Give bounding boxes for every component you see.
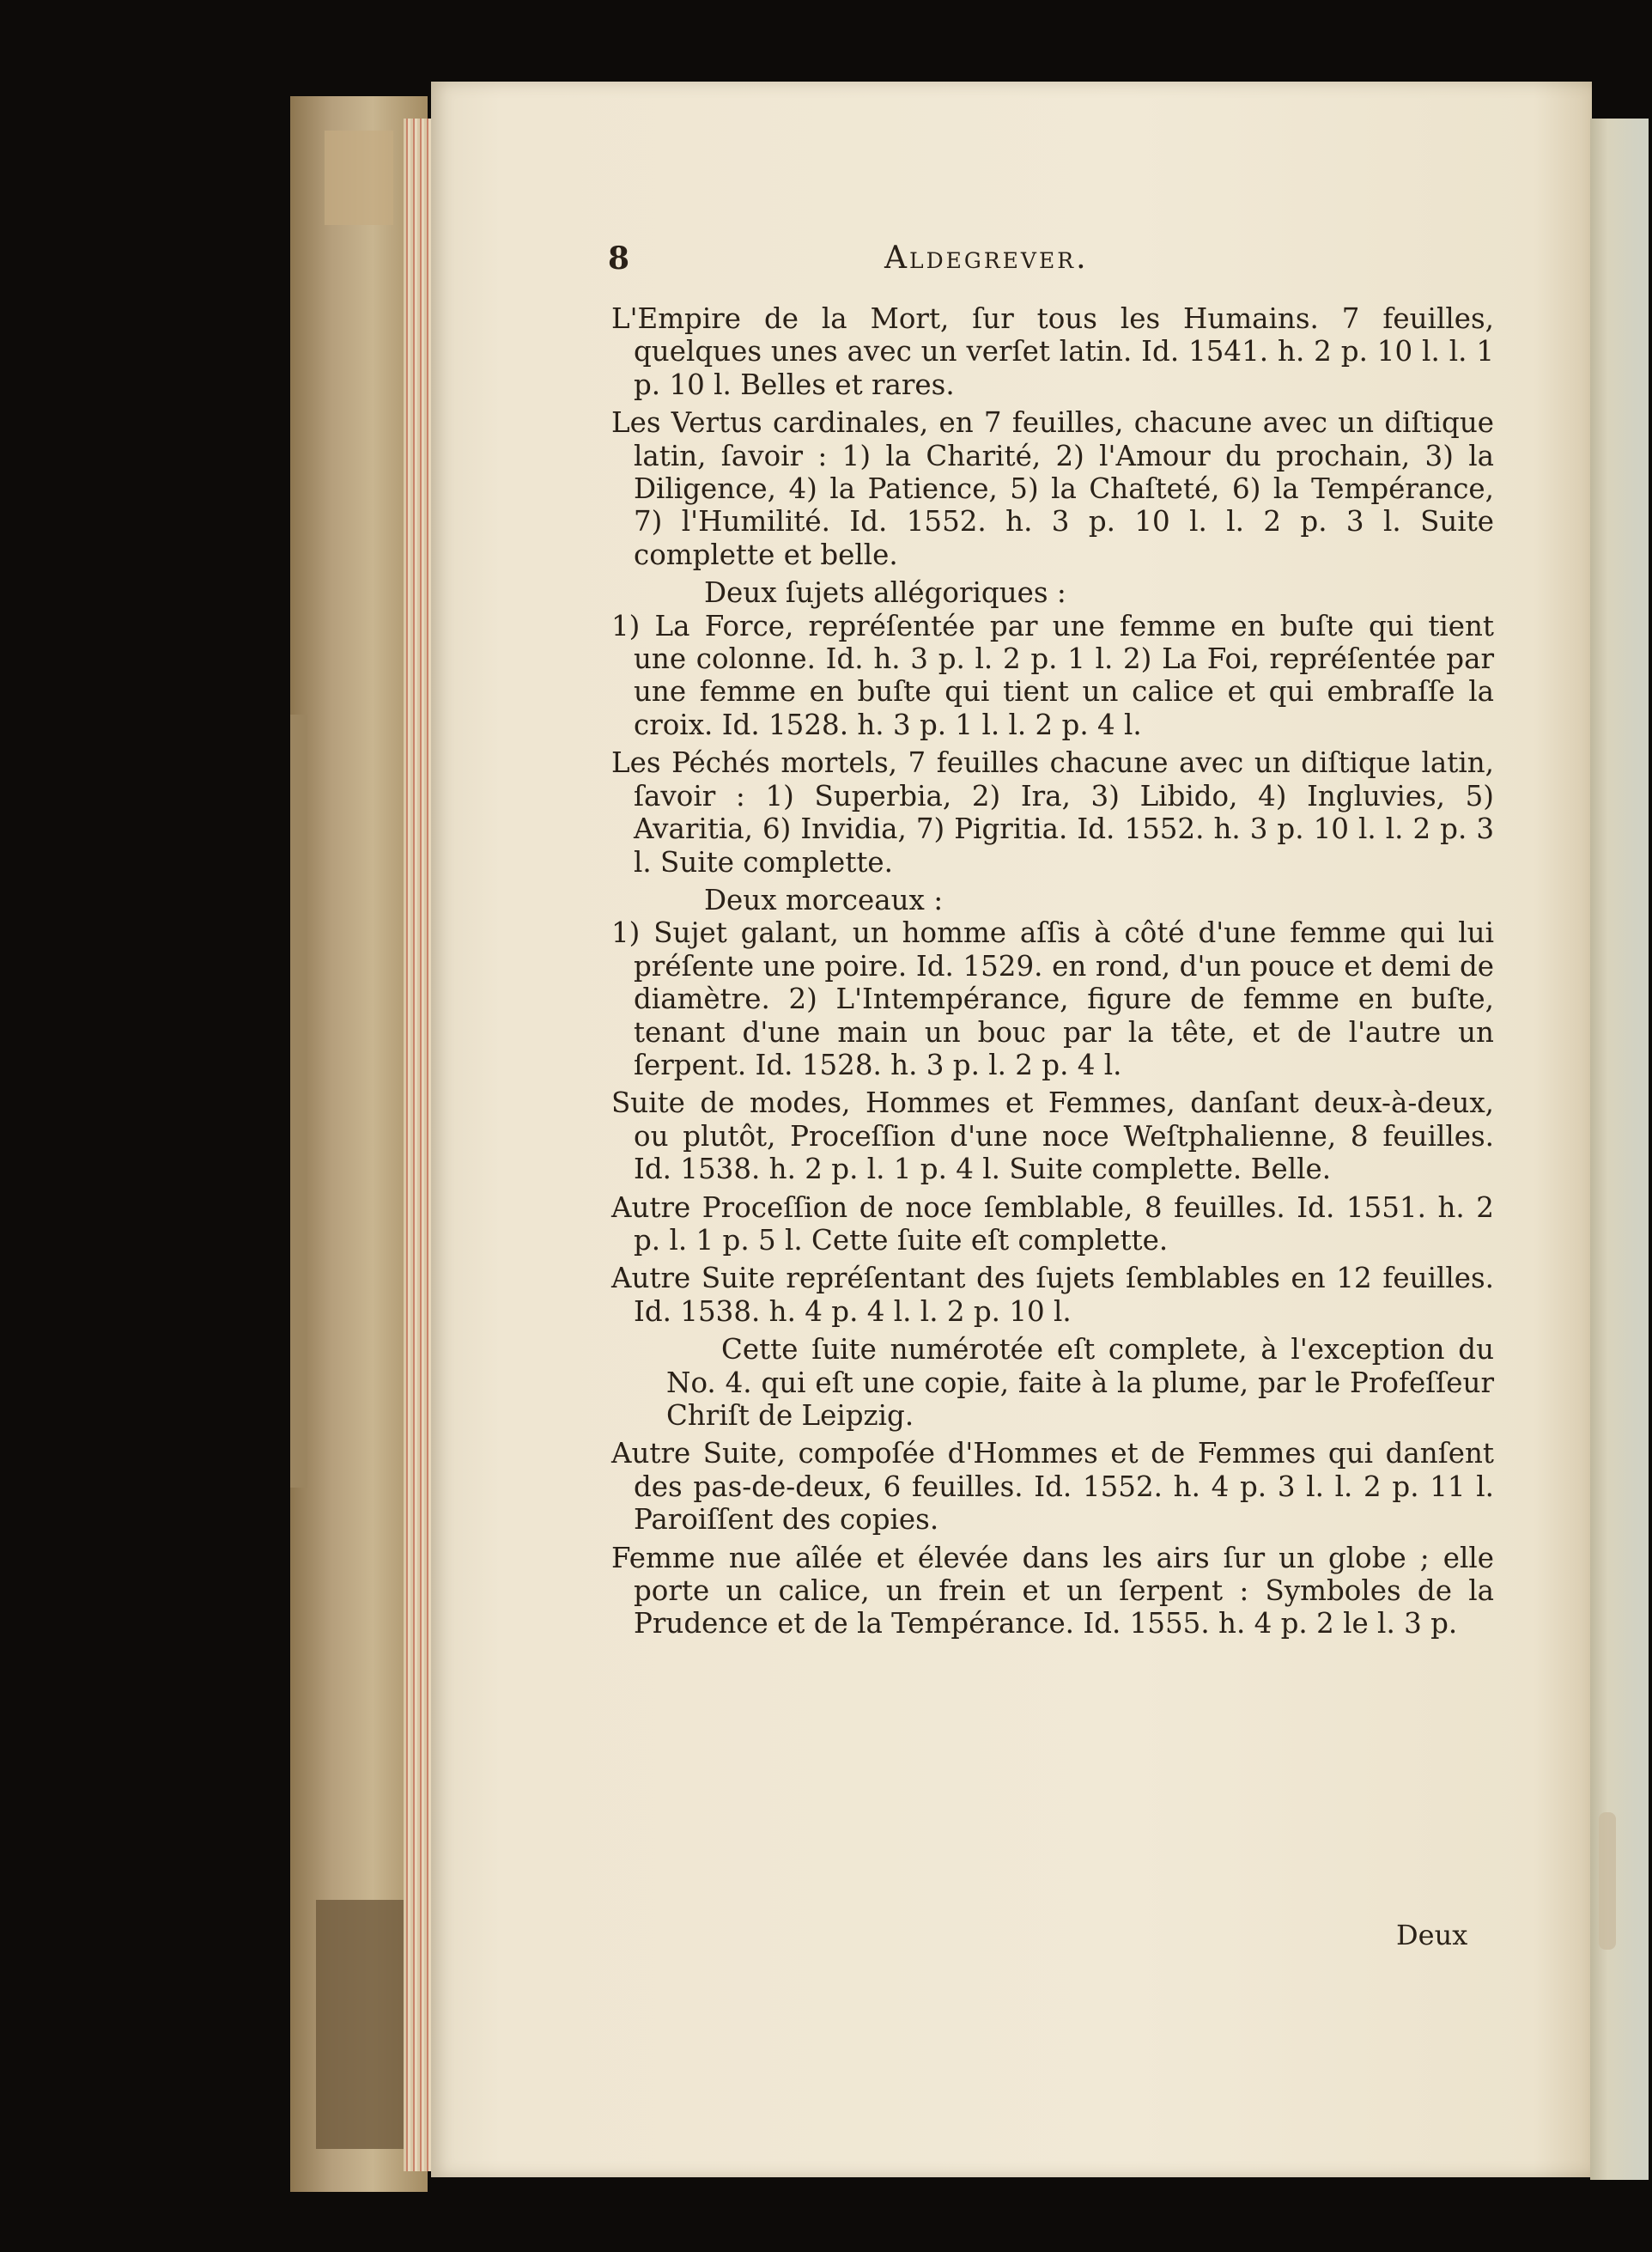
catalogue-entry: Suite de modes, Hommes et Femmes, danſant deux-à-deux, ou plutôt, Proceſſion d'une noce Weſtphalienne, 8 feuilles. Id. 1538. h. 2 p. l. 1 p. 4 l. Suite complette. Belle. <box>611 1086 1494 1186</box>
catalogue-entry: L'Empire de la Mort, ſur tous les Humains. 7 feuilles, quelques unes avec un verſet latin. Id. 1541. h. 2 p. 10 l. l. 1 p. 10 l. Belles et rares. <box>611 302 1494 401</box>
catalogue-text <box>611 302 1494 1646</box>
running-head <box>608 240 1467 275</box>
catalogue-entry: Autre Suite, compoſée d'Hommes et de Femmes qui danſent des pas-de-deux, 6 feuilles. Id. 1552. h. 4 p. 3 l. l. 2 p. 11 l. Paroiſſent des copies. <box>611 1437 1494 1537</box>
page-number: 8 <box>608 240 630 277</box>
catalogue-entry: 1) La Force, repréſentée par une femme en buſte qui tient une colonne. Id. h. 3 p. l. 2 p. 1 l. 2) La Foi, repréſentée par une femme en buſte qui tient un calice et qui embraſſe la croix. Id. 1528. h. 3 p. 1 l. l. 2 p. 4 l. <box>611 609 1494 741</box>
section-heading: Deux morceaux : <box>704 883 944 916</box>
catalogue-note: Cette ſuite numérotée eſt complete, à l'exception du No. 4. qui eſt une copie, faite à la plume, par le Profeſſeur Chriſt de Leipzig. <box>666 1333 1494 1432</box>
running-title: Aldegrever. <box>884 240 1089 276</box>
section-heading: Deux ſujets allégoriques : <box>704 576 1066 610</box>
catchword: Deux <box>1396 1919 1468 1951</box>
catalogue-entry: Les Vertus cardinales, en 7 feuilles, chacune avec un diſtique latin, ſavoir : 1) la Charité, 2) l'Amour du prochain, 3) la Diligence, 4) la Patience, 5) la Chaſteté, 6) la Tempérance, 7) l'Humilité. Id. 1552. h. 3 p. 10 l. l. 2 p. 3 l. Suite complette et belle. <box>611 406 1494 571</box>
binding-wear <box>325 131 393 225</box>
binding-wear <box>316 1900 410 2149</box>
catalogue-entry: Femme nue aîlée et élevée dans les airs ſur un globe ; elle porte un calice, un frein et un ſerpent : Symboles de la Prudence et de la Tempérance. Id. 1555. h. 4 p. 2 le l. 3 p. <box>611 1541 1494 1640</box>
page-edges <box>404 119 433 2171</box>
catalogue-entry: 1) Sujet galant, un homme aſſis à côté d'une femme qui lui préſente une poire. Id. 1529. en rond, d'un pouce et demi de diamètre. 2) L'Intempérance, figure de femme en buſte, tenant d'une main un bouc par la tête, et de l'autre un ſerpent. Id. 1528. h. 3 p. l. 2 p. 4 l. <box>611 916 1494 1081</box>
catalogue-entry: Autre Suite repréſentant des ſujets ſemblables en 12 feuilles. Id. 1538. h. 4 p. 4 l. l. 2 p. 10 l. <box>611 1262 1494 1328</box>
catalogue-entry: Autre Proceſſion de noce ſemblable, 8 feuilles. Id. 1551. h. 2 p. l. 1 p. 5 l. Cette ſuite eſt complette. <box>611 1190 1494 1257</box>
binding-wear <box>290 715 307 1488</box>
catalogue-entry: Les Péchés mortels, 7 feuilles chacune avec un diſtique latin, ſavoir : 1) Superbia, 2) Ira, 3) Libido, 4) Ingluvies, 5) Avaritia, 6) Invidia, 7) Pigritia. Id. 1552. h. 3 p. 10 l. l. 2 p. 3 l. Suite complette. <box>611 746 1494 879</box>
binding-thread <box>1599 1812 1616 1950</box>
